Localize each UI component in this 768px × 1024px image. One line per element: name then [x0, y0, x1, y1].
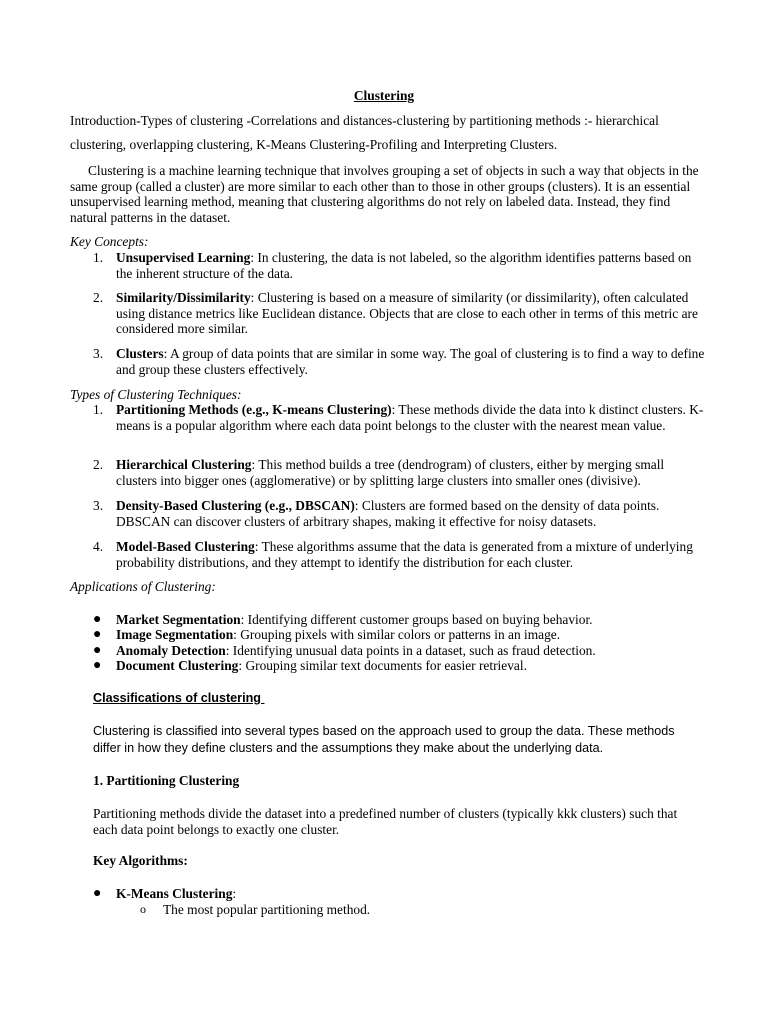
definition-paragraph: Clustering is a machine learning technique that involves grouping a set of objects in such a way that objects in the same group (called a cluster) are more similar to each other than to those in other groups (clusters). It is an essential unsupervised learning method, meaning that clustering algorithms do not rely on labeled data. Instead, they find natural patterns in the dataset. — [70, 163, 699, 225]
list-item — [116, 457, 706, 488]
types-heading: Types of Clustering Techniques: — [70, 387, 242, 402]
list-item-text: : Grouping pixels with similar colors or patterns in an image. — [233, 627, 561, 642]
bullet-icon: ● — [93, 658, 102, 673]
list-item-term: Model-Based Clustering — [116, 539, 255, 554]
list-item-term: Anomaly Detection — [116, 643, 226, 658]
list-number: 2. — [93, 457, 104, 472]
list-item-term: Unsupervised Learning — [116, 250, 251, 265]
list-item-term: Density-Based Clustering (e.g., DBSCAN) — [116, 498, 355, 513]
list-item-term: Partitioning Methods (e.g., K-means Clustering) — [116, 402, 392, 417]
sub-bullet-icon: o — [140, 902, 146, 916]
page-title: Clustering — [353, 88, 415, 103]
list-item — [116, 539, 706, 570]
list-item — [116, 886, 706, 902]
list-item-term: Document Clustering — [116, 658, 239, 673]
list-number: 1. — [93, 402, 104, 417]
list-item — [116, 346, 706, 377]
list-item-term: Similarity/Dissimilarity — [116, 290, 251, 305]
list-item-term: Image Segmentation — [116, 627, 234, 642]
applications-heading: Applications of Clustering: — [70, 579, 216, 594]
list-item-text: : — [232, 886, 237, 901]
key-algorithms-heading: Key Algorithms: — [93, 853, 188, 868]
list-number: 4. — [93, 539, 104, 554]
bullet-icon: ● — [93, 627, 102, 642]
list-item-text: : These algorithms assume that the data is generated from a mixture of underlying probability distributions, and they attempt to identify the distribution for each cluster. — [116, 539, 693, 570]
classifications-heading: Classifications of clustering — [93, 691, 265, 705]
list-item — [116, 658, 706, 674]
bullet-icon: ● — [93, 886, 102, 901]
list-number: 2. — [93, 290, 104, 305]
list-item-text: : Clusters are formed based on the density of data points. DBSCAN can discover clusters of arbitrary shapes, making it effective for noisy datasets. — [116, 498, 660, 529]
key-concepts-heading: Key Concepts: — [70, 234, 149, 249]
partitioning-paragraph: Partitioning methods divide the dataset into a predefined number of clusters (typically kkk clusters) such that each data point belongs to exactly one cluster. — [93, 806, 678, 837]
partitioning-heading: 1. Partitioning Clustering — [93, 773, 240, 788]
list-item-text: : Clustering is based on a measure of similarity (or dissimilarity), often calculated using distance metrics like Euclidean distance. Objects that are close to each other in terms of this metric are considered more similar. — [116, 290, 698, 336]
list-item — [116, 402, 706, 433]
list-item — [116, 627, 706, 643]
bullet-icon: ● — [93, 612, 102, 627]
list-item — [116, 643, 706, 659]
sub-list-item: The most popular partitioning method. — [163, 902, 371, 917]
list-item — [116, 290, 706, 337]
list-item — [116, 250, 706, 281]
list-item-term: K-Means Clustering — [116, 886, 233, 901]
list-number: 3. — [93, 498, 104, 513]
list-item-text: : In clustering, the data is not labeled, so the algorithm identifies patterns based on the inherent structure of the data. — [116, 250, 692, 281]
list-item — [116, 612, 706, 628]
list-item-term: Hierarchical Clustering — [116, 457, 252, 472]
list-item-text: : A group of data points that are similar in some way. The goal of clustering is to find a way to define and group these clusters effectively. — [116, 346, 705, 377]
intro-line-1: Introduction-Types of clustering -Correlations and distances-clustering by partitioning methods :- hierarchical — [70, 113, 659, 128]
bullet-icon: ● — [93, 643, 102, 658]
list-item-term: Clusters — [116, 346, 164, 361]
list-item-text: : Grouping similar text documents for easier retrieval. — [238, 658, 527, 673]
list-item-term: Market Segmentation — [116, 612, 241, 627]
list-item-text: : Identifying unusual data points in a dataset, such as fraud detection. — [225, 643, 596, 658]
list-number: 3. — [93, 346, 104, 361]
list-item-text: : Identifying different customer groups based on buying behavior. — [240, 612, 593, 627]
list-item — [116, 498, 706, 529]
list-item-text: : These methods divide the data into k distinct clusters. K-means is a popular algorithm where each data point belongs to the cluster with the nearest mean value. — [116, 402, 704, 433]
classifications-paragraph: Clustering is classified into several types based on the approach used to group the data. These methods differ in how they define clusters and the assumptions they make about the underlying data. — [93, 724, 675, 755]
intro-line-2: clustering, overlapping clustering, K-Means Clustering-Profiling and Interpreting Clusters. — [70, 137, 558, 152]
list-number: 1. — [93, 250, 104, 265]
list-item-text: : This method builds a tree (dendrogram) of clusters, either by merging small clusters into bigger ones (agglomerative) or by splitting large clusters into smaller ones (divisive). — [116, 457, 665, 488]
